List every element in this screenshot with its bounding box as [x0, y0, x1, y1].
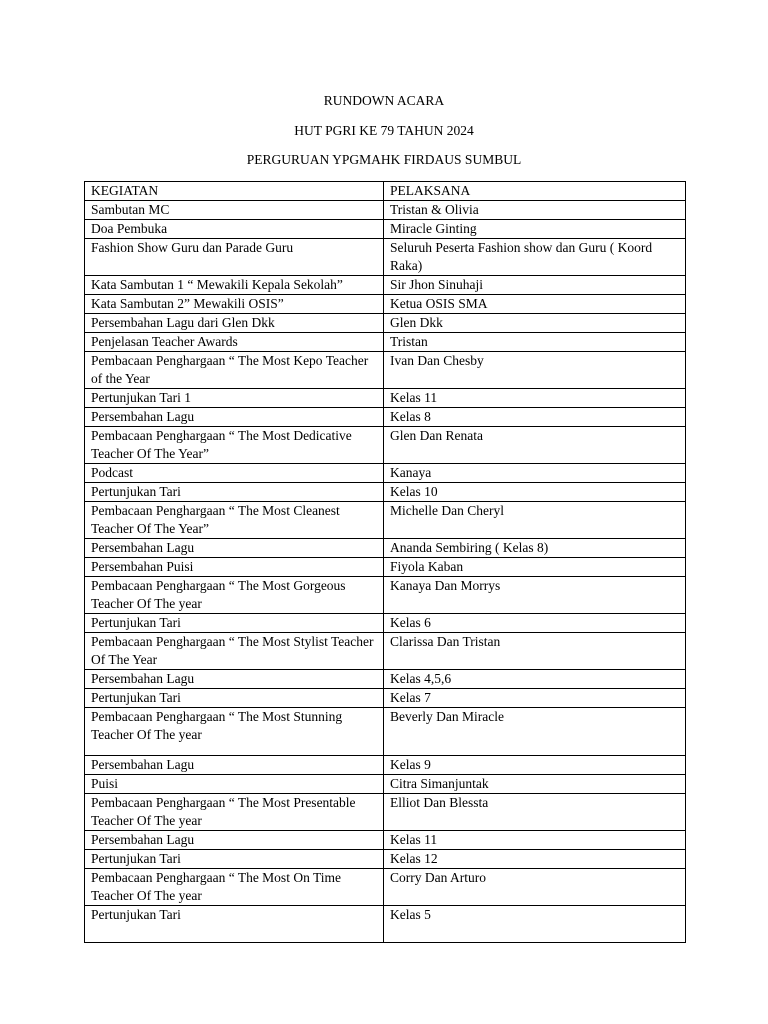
activity-cell: Pembacaan Penghargaan “ The Most On Time Teacher Of The year — [85, 869, 384, 906]
table-row — [85, 352, 686, 389]
table-row — [85, 689, 686, 708]
organization-name: PERGURUAN YPGMAHK FIRDAUS SUMBUL — [246, 152, 522, 167]
table-row — [85, 850, 686, 869]
table-row — [85, 389, 686, 408]
activity-cell: Pembacaan Penghargaan “ The Most Dedicative Teacher Of The Year” — [85, 427, 384, 464]
activity-cell: Fashion Show Guru dan Parade Guru — [85, 239, 384, 276]
table-row — [85, 502, 686, 539]
activity-cell: Kata Sambutan 1 “ Mewakili Kepala Sekolah” — [85, 276, 384, 295]
activity-cell: Podcast — [85, 464, 384, 483]
table-row — [85, 869, 686, 906]
table-row — [85, 577, 686, 614]
performer-cell: Ananda Sembiring ( Kelas 8) — [384, 539, 686, 558]
performer-cell: Kelas 6 — [384, 614, 686, 633]
table-row — [85, 220, 686, 239]
performer-cell: Glen Dan Renata — [384, 427, 686, 464]
table-row — [85, 464, 686, 483]
table-row — [85, 756, 686, 775]
table-row — [85, 314, 686, 333]
activity-cell: Pertunjukan Tari — [85, 906, 384, 943]
activity-cell: Persembahan Lagu — [85, 670, 384, 689]
document-title: RUNDOWN ACARA — [323, 93, 445, 108]
activity-cell: Pembacaan Penghargaan “ The Most Gorgeous Teacher Of The year — [85, 577, 384, 614]
performer-cell: Tristan — [384, 333, 686, 352]
activity-cell: Pertunjukan Tari 1 — [85, 389, 384, 408]
performer-cell: Corry Dan Arturo — [384, 869, 686, 906]
activity-cell: Persembahan Puisi — [85, 558, 384, 577]
activity-cell: Persembahan Lagu — [85, 408, 384, 427]
table-row — [85, 906, 686, 943]
performer-cell: Kelas 12 — [384, 850, 686, 869]
column-header-pelaksana: PELAKSANA — [384, 182, 686, 201]
table-row — [85, 333, 686, 352]
activity-cell: Pertunjukan Tari — [85, 483, 384, 502]
activity-cell: Persembahan Lagu — [85, 831, 384, 850]
activity-cell: Pembacaan Penghargaan “ The Most Cleanest Teacher Of The Year” — [85, 502, 384, 539]
rundown-table — [84, 181, 686, 943]
activity-cell: Pembacaan Penghargaan “ The Most Stylist Teacher Of The Year — [85, 633, 384, 670]
performer-cell: Glen Dkk — [384, 314, 686, 333]
performer-cell: Kelas 9 — [384, 756, 686, 775]
table-row — [85, 614, 686, 633]
column-header-kegiatan: KEGIATAN — [85, 182, 384, 201]
performer-cell: Kanaya Dan Morrys — [384, 577, 686, 614]
performer-cell: Ivan Dan Chesby — [384, 352, 686, 389]
performer-cell: Kelas 10 — [384, 483, 686, 502]
performer-cell: Kelas 11 — [384, 389, 686, 408]
table-row — [85, 558, 686, 577]
table-row — [85, 633, 686, 670]
activity-cell: Persembahan Lagu — [85, 539, 384, 558]
event-name: HUT PGRI KE 79 TAHUN 2024 — [294, 123, 474, 138]
activity-cell: Pembacaan Penghargaan “ The Most Presentable Teacher Of The year — [85, 794, 384, 831]
performer-cell: Miracle Ginting — [384, 220, 686, 239]
table-row — [85, 276, 686, 295]
activity-cell: Persembahan Lagu — [85, 756, 384, 775]
performer-cell: Fiyola Kaban — [384, 558, 686, 577]
performer-cell: Kelas 7 — [384, 689, 686, 708]
activity-cell: Doa Pembuka — [85, 220, 384, 239]
activity-cell: Pembacaan Penghargaan “ The Most Kepo Teacher of the Year — [85, 352, 384, 389]
performer-cell: Kelas 11 — [384, 831, 686, 850]
table-row — [85, 483, 686, 502]
table-row — [85, 239, 686, 276]
performer-cell: Kanaya — [384, 464, 686, 483]
performer-cell: Clarissa Dan Tristan — [384, 633, 686, 670]
activity-cell: Sambutan MC — [85, 201, 384, 220]
activity-cell: Pertunjukan Tari — [85, 689, 384, 708]
table-row — [85, 408, 686, 427]
performer-cell: Elliot Dan Blessta — [384, 794, 686, 831]
table-row — [85, 775, 686, 794]
table-row — [85, 670, 686, 689]
performer-cell: Kelas 8 — [384, 408, 686, 427]
performer-cell: Kelas 5 — [384, 906, 686, 943]
activity-cell: Kata Sambutan 2” Mewakili OSIS” — [85, 295, 384, 314]
performer-cell: Seluruh Peserta Fashion show dan Guru ( Koord Raka) — [384, 239, 686, 276]
performer-cell: Michelle Dan Cheryl — [384, 502, 686, 539]
table-row — [85, 427, 686, 464]
table-row — [85, 539, 686, 558]
table-row — [85, 831, 686, 850]
performer-cell: Sir Jhon Sinuhaji — [384, 276, 686, 295]
performer-cell: Kelas 4,5,6 — [384, 670, 686, 689]
table-header-row — [85, 182, 686, 201]
performer-cell: Tristan & Olivia — [384, 201, 686, 220]
performer-cell: Beverly Dan Miracle — [384, 708, 686, 756]
table-row — [85, 708, 686, 756]
activity-cell: Penjelasan Teacher Awards — [85, 333, 384, 352]
table-row — [85, 295, 686, 314]
activity-cell: Pertunjukan Tari — [85, 614, 384, 633]
activity-cell: Pembacaan Penghargaan “ The Most Stunning Teacher Of The year — [85, 708, 384, 756]
table-row — [85, 794, 686, 831]
activity-cell: Puisi — [85, 775, 384, 794]
table-row — [85, 201, 686, 220]
performer-cell: Ketua OSIS SMA — [384, 295, 686, 314]
performer-cell: Citra Simanjuntak — [384, 775, 686, 794]
activity-cell: Pertunjukan Tari — [85, 850, 384, 869]
activity-cell: Persembahan Lagu dari Glen Dkk — [85, 314, 384, 333]
